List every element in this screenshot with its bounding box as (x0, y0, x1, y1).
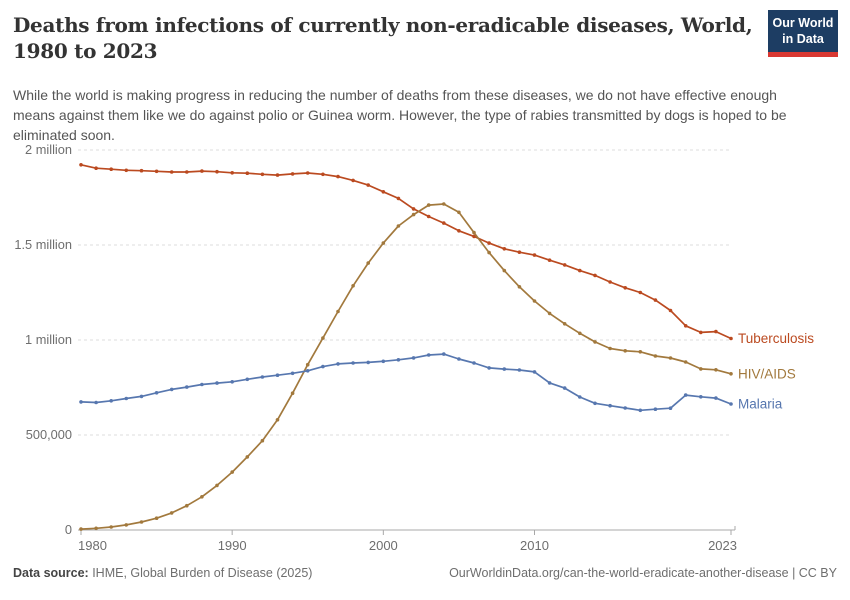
y-axis-tick-label: 2 million (25, 142, 72, 157)
data-point (94, 527, 98, 531)
data-source-label: Data source: (13, 566, 89, 580)
data-point (518, 285, 522, 289)
data-point (487, 241, 491, 245)
data-point (714, 396, 718, 400)
series-label-malaria: Malaria (738, 396, 783, 412)
data-point (623, 286, 627, 290)
data-point (109, 399, 113, 403)
data-point (714, 330, 718, 334)
data-point (578, 332, 582, 336)
data-point (79, 163, 83, 167)
chart-title: Deaths from infections of currently non-eradicable diseases, World, 1980 to 2023 (13, 13, 753, 64)
data-point (200, 495, 204, 499)
data-point (427, 203, 431, 207)
data-point (654, 354, 658, 358)
data-point (291, 391, 295, 395)
data-point (125, 169, 129, 173)
data-point (533, 370, 537, 374)
data-point (533, 253, 537, 257)
data-point (185, 385, 189, 389)
data-point (261, 173, 265, 177)
data-point (487, 251, 491, 255)
owid-logo-line1: Our World (772, 16, 834, 30)
data-point (306, 363, 310, 367)
data-point (351, 361, 355, 365)
data-point (639, 350, 643, 354)
data-point (442, 352, 446, 356)
data-point (397, 197, 401, 201)
data-point (654, 407, 658, 411)
owid-logo-line2: in Data (782, 31, 824, 46)
data-point (563, 263, 567, 267)
data-point (729, 337, 733, 341)
x-axis-tick-label: 1990 (217, 538, 247, 553)
data-point (593, 402, 597, 406)
x-axis-tick-label: 1980 (78, 538, 107, 553)
data-point (321, 173, 325, 177)
data-point (518, 250, 522, 254)
data-point (654, 298, 658, 302)
data-point (125, 397, 129, 401)
data-point (578, 269, 582, 273)
data-point (639, 409, 643, 413)
data-point (487, 366, 491, 370)
data-point (412, 213, 416, 217)
data-point (140, 169, 144, 173)
y-axis-tick-label: 500,000 (25, 427, 72, 442)
data-point (140, 520, 144, 524)
data-point (503, 367, 507, 371)
data-point (593, 274, 597, 278)
x-axis-tick-label: 2023 (708, 538, 737, 553)
line-chart-canvas (0, 140, 850, 562)
data-point (382, 190, 386, 194)
data-point (533, 299, 537, 303)
series-label-tuberculosis: Tuberculosis (738, 330, 815, 346)
data-point (185, 170, 189, 174)
data-point (79, 400, 83, 404)
data-point (608, 347, 612, 351)
data-point (699, 331, 703, 335)
chart-footer (13, 566, 837, 580)
data-point (306, 369, 310, 373)
data-point (623, 406, 627, 410)
x-axis-tick-label: 2000 (368, 538, 398, 553)
y-axis-tick-label: 1 million (25, 332, 72, 347)
data-point (155, 170, 159, 174)
data-point (170, 170, 174, 174)
data-point (246, 378, 250, 382)
data-point (427, 353, 431, 357)
data-point (276, 173, 280, 177)
data-point (261, 439, 265, 443)
data-point (412, 207, 416, 211)
data-point (548, 312, 552, 316)
data-point (200, 169, 204, 173)
data-point (366, 261, 370, 265)
data-point (109, 525, 113, 529)
data-point (366, 183, 370, 187)
data-point (714, 368, 718, 372)
data-point (140, 395, 144, 399)
data-point (729, 372, 733, 376)
owid-logo-box (768, 10, 838, 52)
data-point (215, 381, 219, 385)
data-point (306, 171, 310, 175)
data-point (79, 527, 83, 531)
data-point (336, 310, 340, 314)
data-point (699, 395, 703, 399)
owid-logo[interactable] (768, 10, 838, 57)
data-point (397, 358, 401, 362)
data-point (669, 309, 673, 313)
data-point (276, 418, 280, 422)
data-point (608, 404, 612, 408)
data-point (699, 367, 703, 371)
data-point (215, 484, 219, 488)
data-point (230, 470, 234, 474)
series-label-hiv-aids: HIV/AIDS (738, 366, 796, 382)
data-point (503, 269, 507, 273)
data-point (442, 221, 446, 225)
data-point (170, 511, 174, 515)
data-point (215, 170, 219, 174)
data-point (472, 361, 476, 365)
data-point (155, 516, 159, 520)
data-point (623, 349, 627, 353)
footer-link[interactable]: OurWorldinData.org/can-the-world-eradicate-another-disease | CC BY (449, 566, 837, 580)
chart-subtitle: While the world is making progress in reducing the number of deaths from these diseases, we do not have effective enough means against them like we do against polio or Guinea worm. However, the type of rabies transmitted by dogs is hoped to be eliminated soon. (13, 87, 787, 143)
data-source-value: IHME, Global Burden of Disease (2025) (88, 566, 313, 580)
data-point (684, 324, 688, 328)
data-point (684, 393, 688, 397)
data-point (669, 406, 673, 410)
data-point (291, 172, 295, 176)
data-point (669, 356, 673, 360)
data-point (336, 175, 340, 179)
data-point (548, 381, 552, 385)
data-point (261, 375, 265, 379)
y-axis-tick-label: 1.5 million (14, 237, 72, 252)
data-point (366, 361, 370, 365)
data-point (503, 247, 507, 251)
y-axis-tick-label: 0 (64, 522, 72, 537)
data-point (427, 215, 431, 219)
data-point (382, 360, 386, 364)
data-point (155, 391, 159, 395)
data-point (412, 356, 416, 360)
data-point (518, 368, 522, 372)
data-point (563, 386, 567, 390)
data-point (382, 241, 386, 245)
data-point (109, 167, 113, 171)
data-point (230, 171, 234, 175)
data-point (351, 179, 355, 183)
data-point (457, 229, 461, 233)
data-point (94, 401, 98, 405)
data-point (608, 280, 612, 284)
data-point (336, 362, 340, 366)
data-point (125, 523, 129, 527)
data-point (291, 372, 295, 376)
data-source-note (13, 566, 312, 580)
data-point (246, 455, 250, 459)
data-point (321, 365, 325, 369)
data-point (351, 284, 355, 288)
series-line-tuberculosis (81, 165, 731, 339)
data-point (548, 258, 552, 262)
data-point (578, 395, 582, 399)
data-point (457, 357, 461, 361)
data-point (200, 383, 204, 387)
data-point (397, 224, 401, 228)
data-point (729, 402, 733, 406)
data-point (94, 166, 98, 170)
owid-logo-red-bar (768, 52, 838, 57)
data-point (170, 388, 174, 392)
data-point (684, 360, 688, 364)
series-line-malaria (81, 354, 731, 410)
data-point (639, 291, 643, 295)
data-point (593, 340, 597, 344)
data-point (230, 380, 234, 384)
data-point (442, 202, 446, 206)
x-axis-tick-label: 2010 (520, 538, 549, 553)
data-point (185, 504, 189, 508)
data-point (563, 322, 567, 326)
data-point (246, 171, 250, 175)
data-point (472, 231, 476, 235)
series-line-hiv-aids (81, 204, 731, 529)
data-point (276, 373, 280, 377)
data-point (321, 336, 325, 340)
data-point (457, 211, 461, 215)
